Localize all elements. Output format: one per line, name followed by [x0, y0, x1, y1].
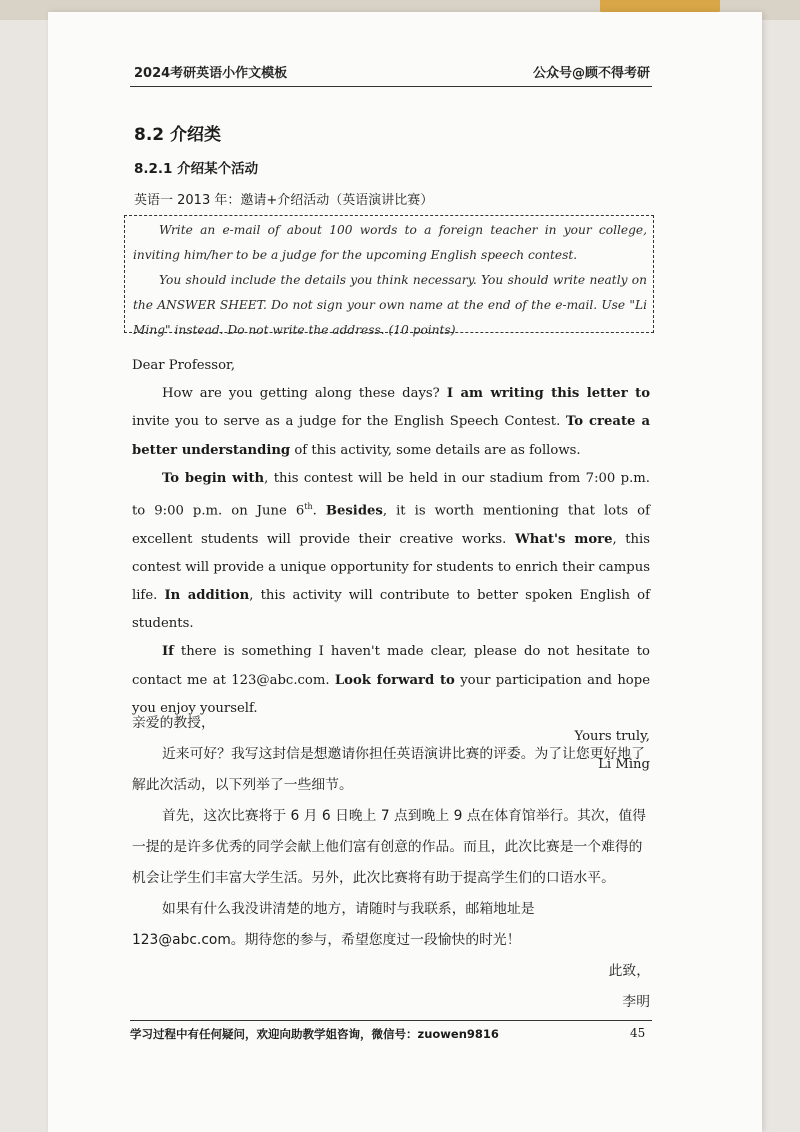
- footer-rule: [130, 1020, 652, 1021]
- letter-paragraph-1: How are you getting along these days? I am writing this letter to invite you to serve as a judge for the English Speech Contest. To create a better understanding of this activity, some details are as follows.: [132, 386, 651, 458]
- letter-paragraph-3: If there is something I haven't made clear, please do not hesitate to contact me at 123@abc.com. Look forward to your participation and hope you enjoy yourself.: [132, 644, 650, 716]
- page-number: 45: [630, 1026, 646, 1040]
- letter-paragraph-2: To begin with, this contest will be held in our stadium from 7:00 p.m. to 9:00 p.m. on June 6th. Besides, it is worth mentioning that lots of excellent students will provide their creative works. What's more, this contest will provide a unique opportunity for students to enrich their campus life. In addition, this activity will contribute to better spoken English of students.: [132, 470, 650, 632]
- section-title: 8.2 介绍类: [134, 125, 222, 145]
- task-prompt-line1: Write an e-mail of about 100 words to a foreign teacher in your college, inviting him/her to be a judge for the upcoming English speech contest.: [133, 223, 647, 262]
- translation-signature: 李明: [622, 994, 650, 1010]
- translation-paragraph-3: 如果有什么我没讲清楚的地方，请随时与我联系，邮箱地址是 123@abc.com。期待您的参与，希望您度过一段愉快的时光！: [132, 901, 535, 948]
- translation-paragraph-1: 近来可好？我写这封信是想邀请你担任英语演讲比赛的评委。为了让您更好地了解此次活动，以下列举了一些细节。: [132, 746, 645, 793]
- translation-greeting: 亲爱的教授，: [132, 715, 215, 731]
- translation-closing: 此致，: [608, 963, 650, 979]
- header-account: 公众号@顾不得考研: [532, 66, 650, 81]
- header-title: 2024考研英语小作文模板: [134, 66, 288, 81]
- letter-signature: Li Ming: [598, 757, 650, 773]
- task-prompt-box: [124, 215, 654, 337]
- task-prompt-line2: You should include the details you think necessary. You should write neatly on the ANSWER SHEET. Do not sign your own name at the end of the e-mail. Use "Li Ming" instead. Do not write the address. (10 points): [133, 273, 647, 337]
- letter-closing: Yours truly,: [574, 729, 650, 745]
- chinese-translation: [132, 708, 650, 1018]
- footer-note: 学习过程中有任何疑问，欢迎向助教学姐咨询，微信号：zuowen9816: [130, 1027, 499, 1041]
- translation-paragraph-2: 首先，这次比赛将于 6 月 6 日晚上 7 点到晚上 9 点在体育馆举行。其次，值得一提的是许多优秀的同学会献上他们富有创意的作品。而且，此次比赛是一个难得的机会让学生们丰富大学生活。另外，此次比赛将有助于提高学生们的口语水平。: [132, 808, 647, 886]
- letter-greeting: Dear Professor,: [132, 358, 236, 373]
- exam-label: 英语一 2013 年：邀请+介绍活动（英语演讲比赛）: [134, 193, 434, 208]
- header-rule: [130, 86, 652, 87]
- section-subtitle: 8.2.1 介绍某个活动: [134, 161, 259, 177]
